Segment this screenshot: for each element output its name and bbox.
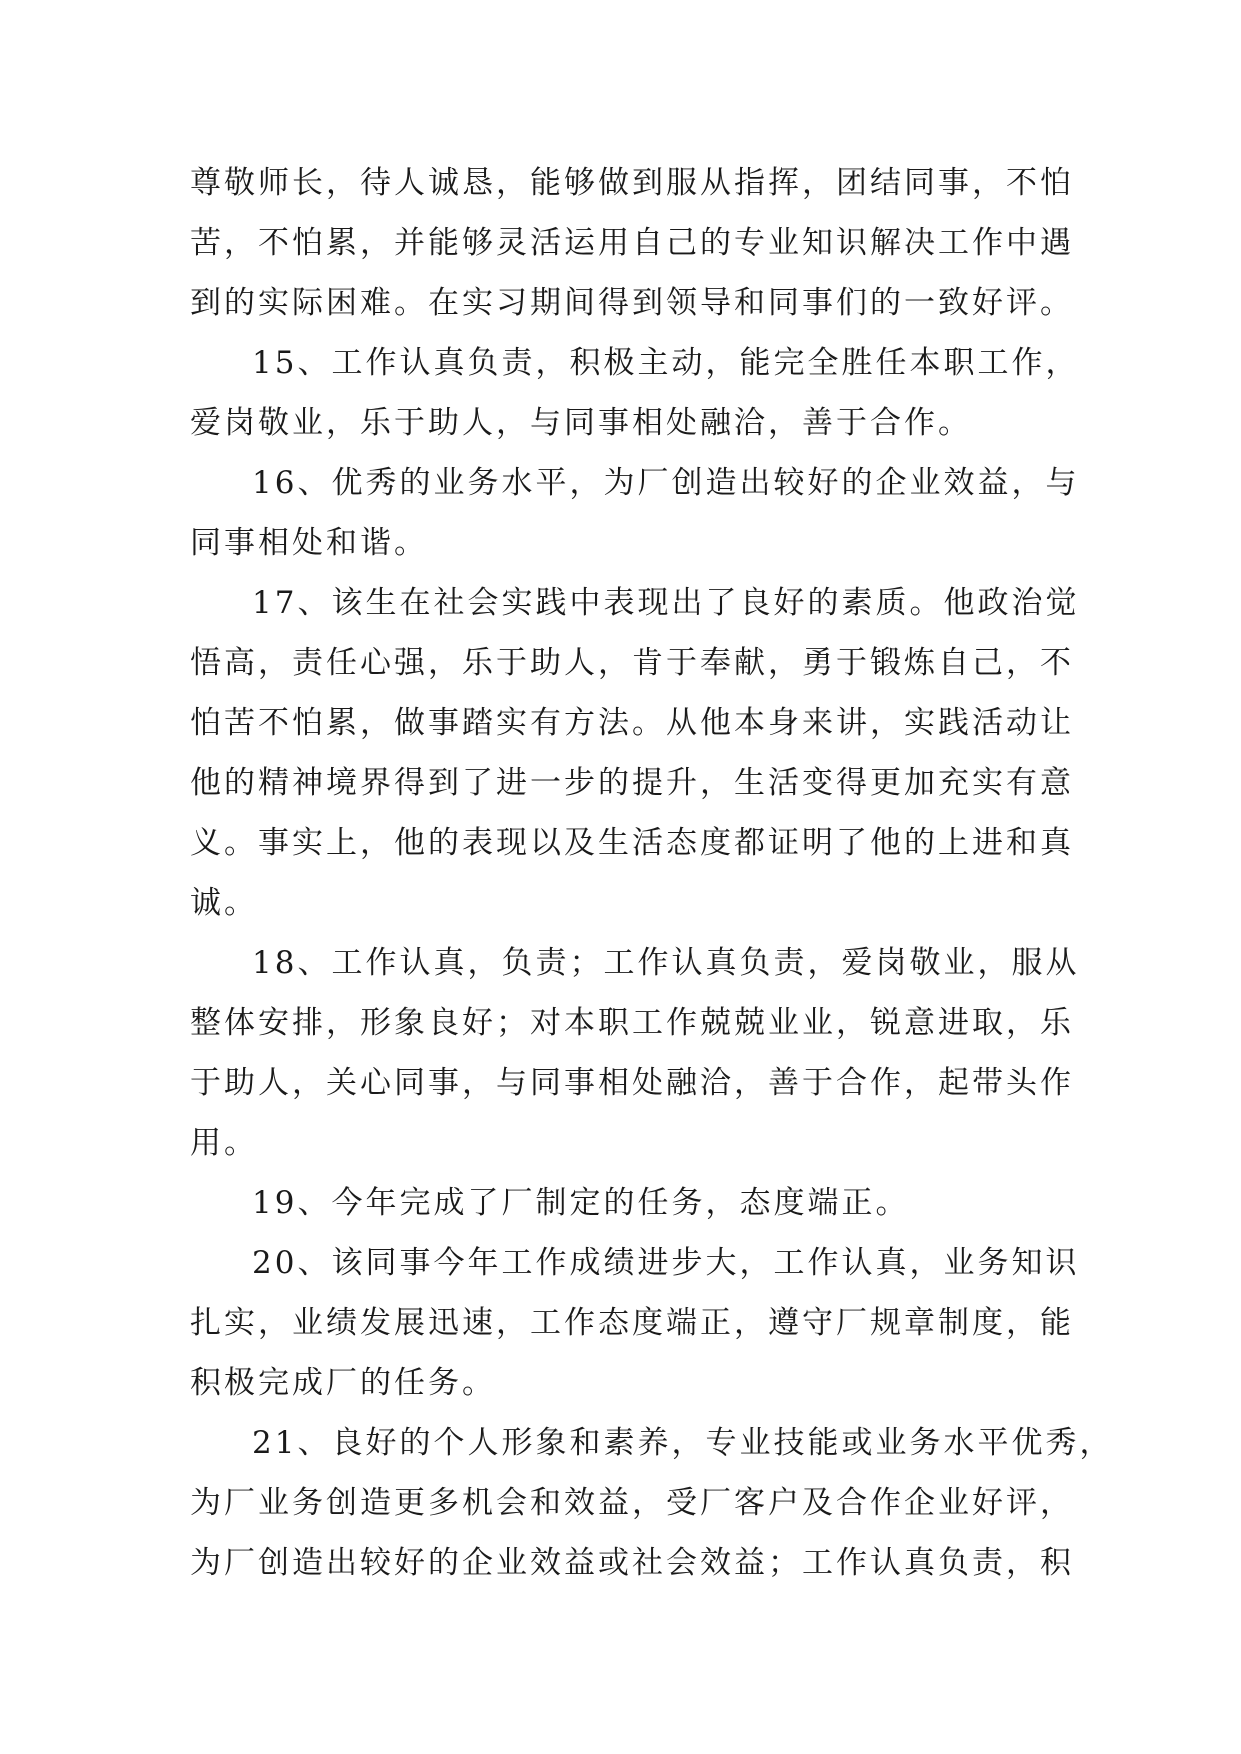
text-line: 苦，不怕累，并能够灵活运用自己的专业知识解决工作中遇 [190,225,1074,261]
text-line: 17、该生在社会实践中表现出了良好的素质。他政治觉 [252,585,1080,621]
text-line: 18、工作认真，负责；工作认真负责，爱岗敬业，服从 [252,945,1080,981]
text-line: 21、良好的个人形象和素养，专业技能或业务水平优秀， [252,1425,1114,1461]
text-line: 20、该同事今年工作成绩进步大，工作认真，业务知识 [252,1245,1080,1281]
text-line: 诚。 [190,885,258,921]
paragraph-item-19 [190,1173,1055,1233]
text-line: 到的实际困难。在实习期间得到领导和同事们的一致好评。 [190,285,1074,321]
text-line: 尊敬师长，待人诚恳，能够做到服从指挥，团结同事，不怕 [190,165,1074,201]
text-line: 为厂业务创造更多机会和效益，受厂客户及合作企业好评， [190,1485,1074,1521]
text-line: 怕苦不怕累，做事踏实有方法。从他本身来讲，实践活动让 [190,705,1074,741]
text-line: 用。 [190,1125,258,1161]
paragraph-continued [190,153,1074,333]
text-line: 为厂创造出较好的企业效益或社会效益；工作认真负责，积 [190,1545,1074,1581]
paragraph-item-15 [190,333,1080,453]
paragraph-item-18 [190,933,1080,1173]
text-line: 16、优秀的业务水平，为厂创造出较好的企业效益，与 [252,465,1080,501]
text-line: 积极完成厂的任务。 [190,1365,496,1401]
text-line: 15、工作认真负责，积极主动，能完全胜任本职工作， [252,345,1080,381]
paragraph-item-16 [190,453,1080,573]
text-line: 扎实，业绩发展迅速，工作态度端正，遵守厂规章制度，能 [190,1305,1074,1341]
text-line: 他的精神境界得到了进一步的提升，生活变得更加充实有意 [190,765,1074,801]
text-line: 于助人，关心同事，与同事相处融洽，善于合作，起带头作 [190,1065,1074,1101]
paragraph-item-21 [190,1413,1114,1593]
text-line: 整体安排，形象良好；对本职工作兢兢业业，锐意进取，乐 [190,1005,1074,1041]
text-line: 同事相处和谐。 [190,525,428,561]
document-body [190,153,1114,1593]
text-line: 19、今年完成了厂制定的任务，态度端正。 [252,1185,910,1221]
text-line: 义。事实上，他的表现以及生活态度都证明了他的上进和真 [190,825,1074,861]
paragraph-item-20 [190,1233,1080,1413]
paragraph-item-17 [190,573,1080,933]
text-line: 悟高，责任心强，乐于助人，肯于奉献，勇于锻炼自己，不 [190,645,1074,681]
text-line: 爱岗敬业，乐于助人，与同事相处融洽，善于合作。 [190,405,972,441]
